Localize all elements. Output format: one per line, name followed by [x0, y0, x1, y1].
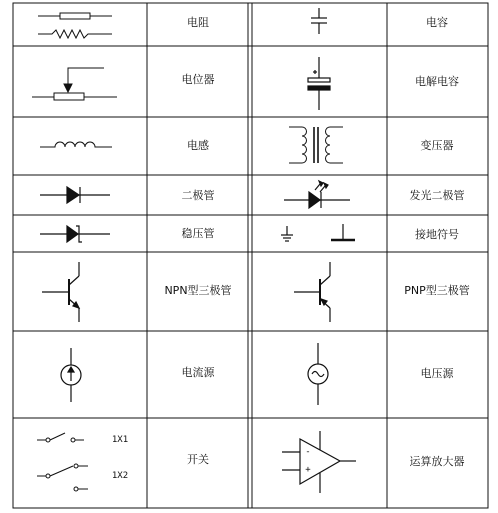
switch-icon	[37, 433, 88, 491]
electrolytic-capacitor-icon	[308, 57, 330, 110]
diode-icon	[40, 187, 110, 203]
potentiometer-icon	[32, 68, 117, 100]
label-inductor: 电感	[187, 139, 209, 152]
label-led: 发光二极管	[409, 189, 465, 202]
capacitor-icon	[311, 8, 327, 34]
transformer-icon	[289, 127, 343, 163]
label-switch: 开关	[187, 453, 209, 466]
pnp-transistor-icon	[294, 262, 330, 322]
label-potentiometer: 电位器	[181, 73, 215, 86]
label-resistor: 电阻	[187, 16, 209, 29]
zener-diode-icon	[40, 226, 110, 242]
ground-icon	[281, 224, 355, 241]
npn-transistor-icon	[42, 262, 79, 322]
voltage-source-icon	[308, 343, 328, 405]
op-amp-icon	[282, 431, 356, 493]
label-npn-transistor: NPN型三极管	[164, 284, 232, 297]
label-diode: 二极管	[181, 189, 215, 202]
switch-label-1x2: 1X2	[111, 471, 129, 481]
switch-label-1x1: 1X1	[111, 435, 129, 445]
led-icon	[284, 181, 350, 208]
opamp-plus-sign: +	[305, 465, 311, 475]
opamp-minus-sign: -	[305, 447, 311, 457]
label-voltage-source: 电压源	[420, 367, 454, 380]
label-pnp-transistor: PNP型三极管	[404, 284, 470, 297]
current-source-icon	[61, 348, 81, 402]
label-capacitor: 电容	[426, 16, 448, 29]
label-op-amp: 运算放大器	[409, 455, 465, 468]
label-electrolytic-capacitor: 电解电容	[415, 75, 459, 88]
resistor-icon	[38, 13, 112, 38]
label-zener-diode: 稳压管	[181, 227, 215, 240]
label-current-source: 电流源	[181, 366, 215, 379]
inductor-icon	[40, 142, 112, 147]
label-ground: 接地符号	[415, 228, 459, 241]
label-transformer: 变压器	[420, 139, 454, 152]
